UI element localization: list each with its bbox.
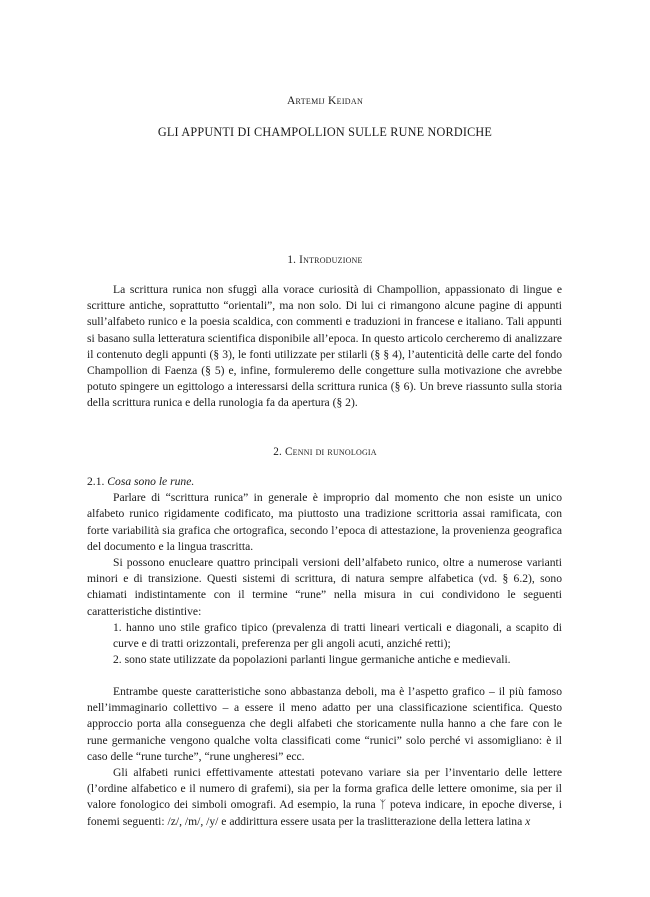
paragraph-4-text-b: poteva indicare, in epoche diverse, i fonemi seguenti: /z/, /m/, /y/ e addirittura essere usata per la traslitterazione della lettera latina — [87, 798, 562, 828]
subsection-heading — [87, 474, 562, 490]
runology-section — [87, 474, 562, 668]
list-item: 1. hanno uno stile grafico tipico (prevalenza di tratti lineari verticali e diagonali, a scapito di curve e di tratti orizzontali, preferenza per gli angoli acuti, anziché retti); — [113, 620, 562, 651]
runology-section-continued — [87, 684, 562, 830]
author-name: Artemij Keidan — [286, 95, 364, 107]
list-item: 2. sono state utilizzate da popolazioni parlanti lingue germaniche antiche e medievali. — [113, 653, 511, 667]
runology-paragraph-1: Parlare di “scrittura runica” in generale è improprio dal momento che non esiste un unico alfabeto runico rigidamente codificato, ma piuttosto una tradizione scrittoria assai ramificata, con forte variabilità sia grafica che ortografica, secondo l’epoca di attestazione, la provenienza geografica del documento e la lingua trascritta. — [87, 491, 562, 553]
introduction-paragraph: La scrittura runica non sfuggì alla vorace curiosità di Champollion, appassionato di lingue e scritture antiche, soprattutto “orientali”, ma non solo. Di lui ci rimangono alcune pagine di appunti sull’alfabeto runico e la poesia scaldica, con commenti e traduzioni in francese e italiano. Tali appunti si basano sulla letteratura scientifica disponibile all’epoca. In questo articolo cercheremo di analizzare il contenuto degli appunti (§ 3), le fonti utilizzate per stilarli (§ § 4), l’autenticità delle carte del fondo Champollion di Faenza (§ 5) e, infine, formuleremo delle congetture sulla motivazione che avrebbe potuto spingere un egittologo a interessarsi della scrittura runica (§ 6). Un breve riassunto sulla storia della scrittura runica e della runologia fa da apertura (§ 2). — [87, 283, 562, 410]
latin-letter-x: x — [525, 814, 531, 828]
article-title: GLI APPUNTI DI CHAMPOLLION SULLE RUNE NORDICHE — [157, 125, 493, 139]
subsection-title: Cosa sono le rune. — [107, 475, 195, 488]
section-heading-introduction: 1. Introduzione — [287, 254, 363, 266]
subsection-number: 2.1. — [87, 475, 105, 488]
introduction-section — [87, 282, 562, 412]
rune-algiz-symbol: ᛉ — [379, 798, 387, 812]
runology-paragraph-2: Si possono enucleare quattro principali versioni dell’alfabeto runico, oltre a numerose varianti minori e di transizione. Questi sistemi di scrittura, di natura sempre alfabetica (vd. § 6.2), sono chiamati indistintamente con il termine “rune” nella misura in cui condividono le seguenti caratteristiche distintive: — [87, 556, 562, 618]
runology-paragraph-4 — [87, 765, 562, 830]
paragraph-4-text-a: Gli alfabeti runici effettivamente attestati potevano variare sia per l’inventario delle lettere (l’ordine alfabetico e il numero di grafemi), sia per la forma grafica delle lettere omonime, sia per il valore fonologico dei simboli omografi. Ad esempio, la runa — [87, 766, 562, 812]
runology-paragraph-3: Entrambe queste caratteristiche sono abbastanza deboli, ma è l’aspetto grafico – il più famoso nell’immaginario collettivo – a essere il meno adatto per una classificazione scientifica. Questo approccio porta alla conseguenza che degli alfabeti che storicamente nulla hanno a che fare con le rune germaniche vengono qualche volta classificati come “runici” solo perché vi assomigliano: è il caso delle “rune turche”, “rune ungheresi” ecc. — [87, 685, 562, 763]
section-heading-runology: 2. Cenni di runologia — [273, 446, 377, 458]
